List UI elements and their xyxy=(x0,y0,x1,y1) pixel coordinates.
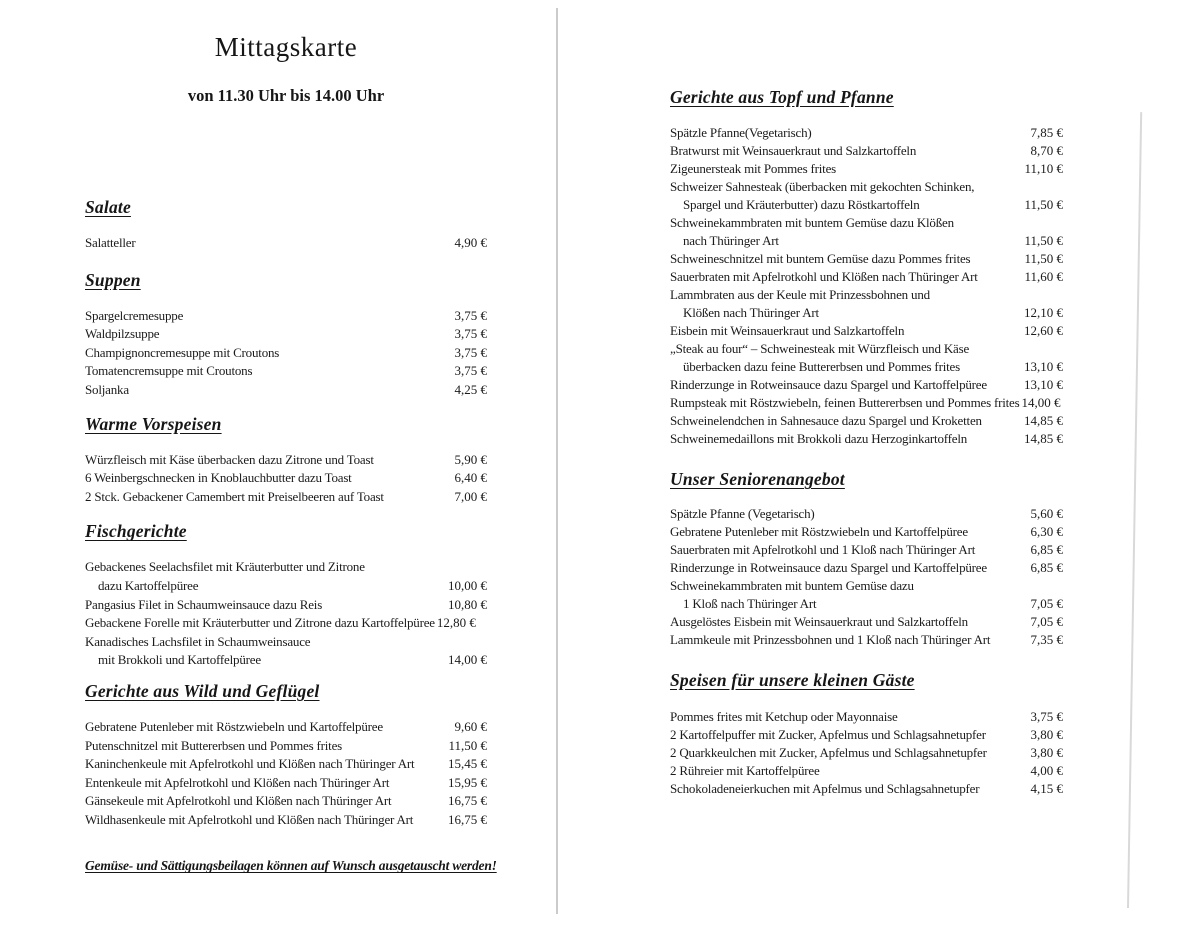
section-heading: Suppen xyxy=(85,269,141,290)
dish-name: mit Brokkoli und Kartoffelpüree xyxy=(98,652,261,668)
dish-price: 13,10 € xyxy=(1024,359,1063,374)
dish-name: Kanadisches Lachsfilet in Schaumweinsauce xyxy=(85,633,311,649)
dish-name: Spargelcremesuppe xyxy=(85,307,184,323)
menu-section xyxy=(670,468,1063,649)
section-rows xyxy=(670,505,1063,649)
menu-item-row xyxy=(670,286,1063,304)
dish-price: 12,60 € xyxy=(1024,323,1063,338)
menu-item-row xyxy=(670,505,1063,523)
menu-section xyxy=(85,680,487,830)
dish-price: 5,60 € xyxy=(1030,506,1063,521)
dish-price: 11,50 € xyxy=(1024,233,1063,248)
menu-item-row xyxy=(85,596,487,615)
menu-item-row xyxy=(670,250,1063,268)
dish-price: 12,80 € xyxy=(436,615,476,631)
section-heading: Salate xyxy=(85,197,131,217)
menu-item-row xyxy=(670,744,1063,762)
menu-item-row xyxy=(670,322,1063,340)
dish-price: 8,70 € xyxy=(1030,143,1063,158)
dish-name: Champignoncremesuppe mit Croutons xyxy=(85,344,280,360)
serving-hours: von 11.30 Uhr bis 14.00 Uhr xyxy=(187,86,385,105)
dish-price: 3,75 € xyxy=(454,307,487,323)
section-rows xyxy=(670,124,1063,448)
dish-price: 13,10 € xyxy=(1024,377,1063,392)
dish-price: 11,10 € xyxy=(1024,161,1063,176)
dish-name: 2 Kartoffelpuffer mit Zucker, Apfelmus und Schlagsahnetupfer xyxy=(670,727,986,742)
menu-section xyxy=(670,669,1063,798)
dish-name: Zigeunersteak mit Pommes frites xyxy=(670,161,837,176)
menu-item-row xyxy=(85,614,487,633)
dish-name: Eisbein mit Weinsauerkraut und Salzkartoffeln xyxy=(670,323,905,338)
menu-item-row xyxy=(85,469,487,488)
menu-item-row xyxy=(85,774,487,793)
dish-price: 11,50 € xyxy=(448,737,487,753)
dish-price: 6,85 € xyxy=(1030,542,1063,557)
menu-item-row xyxy=(85,558,487,577)
section-heading: Gerichte aus Topf und Pfanne xyxy=(670,87,894,107)
menu-item-row xyxy=(85,325,487,344)
dish-price: 14,00 € xyxy=(448,652,487,668)
section-heading: Fischgerichte xyxy=(85,521,187,542)
menu-item-row xyxy=(85,577,487,596)
menu-item-row xyxy=(670,304,1063,322)
dish-name: 6 Weinbergschnecken in Knoblauchbutter dazu Toast xyxy=(85,470,352,486)
dish-price: 14,85 € xyxy=(1024,431,1063,446)
menu-section xyxy=(85,196,487,253)
menu-item-row xyxy=(670,268,1063,286)
dish-price: 10,80 € xyxy=(448,596,487,612)
dish-name: Schweinekammbraten mit buntem Gemüse dazu Klößen xyxy=(670,215,954,230)
dish-price: 4,15 € xyxy=(1030,781,1063,796)
dish-name: Entenkeule mit Apfelrotkohl und Klößen nach Thüringer Art xyxy=(85,774,390,790)
dish-name: Schweizer Sahnesteak (überbacken mit gekochten Schinken, xyxy=(670,179,975,194)
section-rows xyxy=(85,718,487,830)
menu-item-row xyxy=(670,595,1063,613)
dish-price: 11,50 € xyxy=(1024,197,1063,212)
menu-section xyxy=(85,269,487,400)
dish-name: Waldpilzsuppe xyxy=(85,326,160,342)
section-rows xyxy=(85,307,487,400)
dish-name: Schokoladeneierkuchen mit Apfelmus und Schlagsahnetupfer xyxy=(670,781,980,796)
menu-sections-left xyxy=(85,196,487,829)
page-gutter-divider xyxy=(556,8,558,914)
dish-name: 2 Quarkkeulchen mit Zucker, Apfelmus und Schlagsahnetupfer xyxy=(670,745,987,760)
menu-item-row xyxy=(670,124,1063,142)
menu-item-row xyxy=(670,708,1063,726)
section-rows xyxy=(85,451,487,507)
dish-price: 7,05 € xyxy=(1030,596,1063,611)
dish-name: Klößen nach Thüringer Art xyxy=(683,305,819,320)
menu-item-row xyxy=(85,307,487,326)
section-heading: Speisen für unsere kleinen Gäste xyxy=(670,670,915,690)
menu-item-row xyxy=(670,412,1063,430)
menu-sections-right xyxy=(670,86,1063,798)
dish-price: 7,00 € xyxy=(454,488,487,504)
menu-item-row xyxy=(85,633,487,652)
dish-name: 1 Kloß nach Thüringer Art xyxy=(683,596,817,611)
dish-name: Rinderzunge in Rotweinsauce dazu Spargel und Kartoffelpüree xyxy=(670,560,987,575)
menu-item-row xyxy=(670,232,1063,250)
dish-price: 9,60 € xyxy=(454,718,487,734)
section-heading: Gerichte aus Wild und Geflügel xyxy=(85,680,320,701)
menu-item-row xyxy=(670,430,1063,448)
menu-item-row xyxy=(85,651,487,670)
menu-item-row xyxy=(85,234,487,253)
dish-price: 3,75 € xyxy=(454,363,487,379)
dish-name: Rumpsteak mit Röstzwiebeln, feinen Buttererbsen und Pommes frites xyxy=(670,395,1020,410)
dish-price: 3,75 € xyxy=(454,326,487,342)
menu-item-row xyxy=(85,755,487,774)
dish-name: Pangasius Filet in Schaumweinsauce dazu Reis xyxy=(85,596,323,612)
menu-item-row xyxy=(670,358,1063,376)
dish-name: überbacken dazu feine Buttererbsen und Pommes frites xyxy=(683,359,960,374)
dish-name: Ausgelöstes Eisbein mit Weinsauerkraut und Salzkartoffeln xyxy=(670,614,968,629)
dish-name: Tomatencremsuppe mit Croutons xyxy=(85,363,253,379)
dish-price: 5,90 € xyxy=(454,451,487,467)
dish-name: Spätzle Pfanne (Vegetarisch) xyxy=(670,506,815,521)
dish-price: 16,75 € xyxy=(448,811,487,827)
section-rows xyxy=(670,708,1063,798)
dish-name: Kaninchenkeule mit Apfelrotkohl und Klößen nach Thüringer Art xyxy=(85,756,415,772)
dish-name: Schweinelendchen in Sahnesauce dazu Spargel und Kroketten xyxy=(670,413,982,428)
dish-price: 11,60 € xyxy=(1024,269,1063,284)
dish-price: 3,80 € xyxy=(1030,727,1063,742)
dish-name: Spargel und Kräuterbutter) dazu Röstkartoffeln xyxy=(683,197,920,212)
menu-item-row xyxy=(85,792,487,811)
dish-price: 7,35 € xyxy=(1030,632,1063,647)
menu-item-row xyxy=(670,160,1063,178)
menu-item-row xyxy=(670,541,1063,559)
dish-price: 10,00 € xyxy=(448,577,487,593)
menu-item-row xyxy=(85,737,487,756)
menu-section xyxy=(670,86,1063,448)
menu-section xyxy=(85,520,487,670)
menu-item-row xyxy=(670,340,1063,358)
dish-price: 6,40 € xyxy=(454,470,487,486)
menu-item-row xyxy=(85,344,487,363)
menu-item-row xyxy=(670,631,1063,649)
dish-name: Soljanka xyxy=(85,381,129,397)
section-heading: Warme Vorspeisen xyxy=(85,413,222,434)
dish-price: 16,75 € xyxy=(448,793,487,809)
dish-name: Pommes frites mit Ketchup oder Mayonnaise xyxy=(670,709,898,724)
menu-item-row xyxy=(85,362,487,381)
section-rows xyxy=(85,234,487,253)
menu-item-row xyxy=(670,577,1063,595)
section-heading: Unser Seniorenangebot xyxy=(670,469,845,489)
dish-price: 3,75 € xyxy=(454,344,487,360)
dish-price: 14,85 € xyxy=(1024,413,1063,428)
menu-item-row xyxy=(670,178,1063,196)
menu-item-row xyxy=(670,726,1063,744)
dish-price: 4,90 € xyxy=(454,235,487,250)
menu-page-left xyxy=(85,0,497,875)
dish-name: Wildhasenkeule mit Apfelrotkohl und Klößen nach Thüringer Art xyxy=(85,811,414,827)
dish-name: Bratwurst mit Weinsauerkraut und Salzkartoffeln xyxy=(670,143,917,158)
dish-name: Putenschnitzel mit Buttererbsen und Pommes frites xyxy=(85,737,343,753)
menu-item-row xyxy=(670,214,1063,232)
dish-name: Gänsekeule mit Apfelrotkohl und Klößen nach Thüringer Art xyxy=(85,793,392,809)
menu-item-row xyxy=(670,142,1063,160)
dish-name: 2 Rühreier mit Kartoffelpüree xyxy=(670,763,820,778)
dish-price: 4,25 € xyxy=(454,381,487,397)
dish-name: Schweineschnitzel mit buntem Gemüse dazu Pommes frites xyxy=(670,251,971,266)
menu-item-row xyxy=(85,811,487,830)
dish-price: 15,45 € xyxy=(448,756,487,772)
scanned-page-edge xyxy=(1127,112,1142,908)
menu-item-row xyxy=(670,523,1063,541)
dish-price: 12,10 € xyxy=(1024,305,1063,320)
dish-name: 2 Stck. Gebackener Camembert mit Preiselbeeren auf Toast xyxy=(85,488,384,504)
dish-price: 4,00 € xyxy=(1030,763,1063,778)
dish-name: Spätzle Pfanne(Vegetarisch) xyxy=(670,125,812,140)
dish-name: Schweinekammbraten mit buntem Gemüse dazu xyxy=(670,578,914,593)
exchange-note: Gemüse- und Sättigungsbeilagen können auf Wunsch ausgetauscht werden! xyxy=(85,858,497,874)
dish-name: Gebackenes Seelachsfilet mit Kräuterbutter und Zitrone xyxy=(85,559,365,575)
dish-name: Rinderzunge in Rotweinsauce dazu Spargel und Kartoffelpüree xyxy=(670,377,987,392)
dish-name: Gebratene Putenleber mit Röstzwiebeln und Kartoffelpüree xyxy=(85,718,383,734)
dish-name: „Steak au four“ – Schweinesteak mit Würzfleisch und Käse xyxy=(670,341,970,356)
menu-item-row xyxy=(85,451,487,470)
dish-price: 14,00 € xyxy=(1021,395,1061,410)
dish-name: Lammbraten aus der Keule mit Prinzessbohnen und xyxy=(670,287,930,302)
dish-price: 3,80 € xyxy=(1030,745,1063,760)
dish-price: 11,50 € xyxy=(1024,251,1063,266)
dish-price: 7,05 € xyxy=(1030,614,1063,629)
dish-name: dazu Kartoffelpüree xyxy=(98,577,199,593)
dish-name: Sauerbraten mit Apfelrotkohl und Klößen nach Thüringer Art xyxy=(670,269,978,284)
menu-item-row xyxy=(670,394,1063,412)
dish-price: 15,95 € xyxy=(448,774,487,790)
menu-item-row xyxy=(670,762,1063,780)
menu-item-row xyxy=(85,381,487,400)
menu-item-row xyxy=(670,376,1063,394)
dish-price: 6,30 € xyxy=(1030,524,1063,539)
section-rows xyxy=(85,558,487,670)
menu-section xyxy=(85,413,487,507)
dish-price: 6,85 € xyxy=(1030,560,1063,575)
menu-item-row xyxy=(670,559,1063,577)
menu-item-row xyxy=(670,196,1063,214)
dish-price: 7,85 € xyxy=(1030,125,1063,140)
dish-name: Lammkeule mit Prinzessbohnen und 1 Kloß nach Thüringer Art xyxy=(670,632,991,647)
dish-name: Schweinemedaillons mit Brokkoli dazu Herzoginkartoffeln xyxy=(670,431,968,446)
menu-item-row xyxy=(670,780,1063,798)
menu-item-row xyxy=(85,488,487,507)
menu-item-row xyxy=(85,718,487,737)
dish-name: Gebackene Forelle mit Kräuterbutter und Zitrone dazu Kartoffelpüree xyxy=(85,615,435,631)
dish-name: Salatteller xyxy=(85,235,136,250)
menu-page-right xyxy=(670,0,1063,798)
dish-name: Würzfleisch mit Käse überbacken dazu Zitrone und Toast xyxy=(85,451,374,467)
dish-name: Sauerbraten mit Apfelrotkohl und 1 Kloß nach Thüringer Art xyxy=(670,542,976,557)
dish-name: nach Thüringer Art xyxy=(683,233,779,248)
dish-price: 3,75 € xyxy=(1030,709,1063,724)
page-title: Mittagskarte xyxy=(214,32,358,62)
dish-name: Gebratene Putenleber mit Röstzwiebeln und Kartoffelpüree xyxy=(670,524,968,539)
menu-item-row xyxy=(670,613,1063,631)
